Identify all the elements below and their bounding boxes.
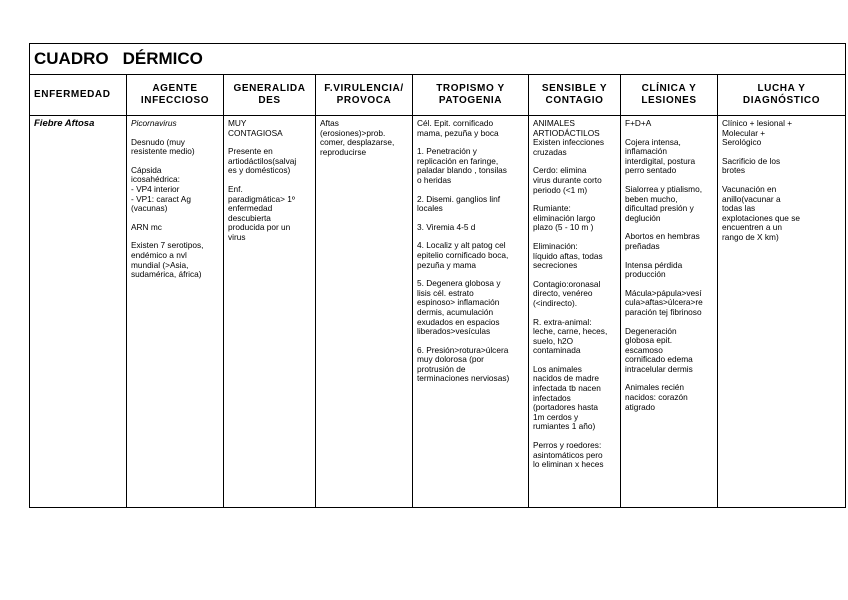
header-lucha: LUCHA Y DIAGNÓSTICO: [718, 75, 846, 116]
sensible-paragraph: Eliminación: líquido aftas, todas secreciones: [533, 240, 603, 271]
sensible-paragraph: Perros y roedores: asintomáticos pero lo eliminan x heces: [533, 440, 604, 470]
tropismo-paragraph: 4. Localiz y alt patog cel epitelio cornificado boca, pezuña y mama: [417, 240, 509, 270]
header-virulencia: F.VIRULENCIA/ PROVOCA: [316, 75, 413, 116]
clinica-paragraph: Intensa pérdida producción: [625, 259, 683, 280]
header-row: [30, 75, 846, 116]
tropismo-paragraph: 5. Degenera globosa y lisis cél. estrato espinoso> inflamación dermis, acumulación exudados en espacios liberados>vesículas: [417, 278, 501, 337]
cell-virulencia: [316, 116, 413, 508]
disease-name: Fiebre Aftosa: [34, 118, 95, 129]
header-enfermedad: ENFERMEDAD: [30, 75, 127, 116]
lucha-paragraph: Sacrificio de los brotes: [722, 155, 781, 176]
sensible-paragraph: Contagio:oronasal directo, venéreo (<indirecto).: [533, 278, 601, 308]
tropismo-paragraph: 2. Disemi. ganglios linf locales: [417, 193, 501, 214]
cell-lucha: [718, 116, 846, 508]
table-row: [30, 116, 846, 508]
sensible-paragraph: Rumiante: eliminación largo plazo (5 - 10 m ): [533, 203, 596, 233]
agente-paragraph: ARN mc: [131, 221, 162, 232]
generalidades-paragraph: Presente en artiodáctilos(salvaj es y domésticos): [228, 146, 297, 176]
agente-paragraph: Existen 7 serotipos, endémico a nvl mundial (>Asia, sudamérica, áfrica): [131, 240, 204, 280]
clinica-paragraph: Mácula>pápula>vesí cula>aftas>úlcera>re paración tej fibrinoso: [625, 287, 703, 317]
cell-enfermedad: [30, 116, 127, 508]
agente-paragraph: Desnudo (muy resistente medio): [131, 136, 195, 157]
sensible-paragraph: Los animales nacidos de madre infectada tb nacen infectados (portadores hasta 1m cerdos y rumiantes 1 año): [533, 363, 601, 432]
clinica-paragraph: Abortos en hembras preñadas: [625, 231, 700, 251]
clinica-paragraph: Sialorrea y ptialismo, beben mucho, dificultad presión y deglución: [625, 183, 703, 223]
clinica-paragraph: Degeneración globosa epit. escamoso cornificado edema intracelular dermis: [625, 325, 693, 374]
title-word-2: DÉRMICO: [122, 49, 203, 68]
agente-paragraph: Picornavirus: [131, 118, 177, 128]
clinica-paragraph: F+D+A: [625, 118, 652, 128]
header-tropismo: TROPISMO Y PATOGENIA: [413, 75, 529, 116]
header-sensible: SENSIBLE Y CONTAGIO: [529, 75, 621, 116]
sensible-paragraph: Cerdo: elimina virus durante corto periodo (<1 m): [533, 165, 602, 195]
generalidades-paragraph: Enf. paradigmática> 1º enfermedad descubierta producida por un virus: [228, 183, 295, 242]
title-word-1: CUADRO: [34, 49, 109, 68]
generalidades-paragraph: MUY CONTAGIOSA: [228, 118, 283, 138]
virulencia-paragraph: Aftas (erosiones)>prob. comer, desplazarse, reproducirse: [320, 118, 395, 157]
lucha-paragraph: Clínico + lesional + Molecular + Serológico: [722, 118, 793, 148]
header-agente: AGENTE INFECCIOSO: [127, 75, 224, 116]
sensible-paragraph: R. extra-animal: leche, carne, heces, suelo, h2O contaminada: [533, 316, 608, 356]
clinica-paragraph: Animales recién nacidos: corazón atigrado: [625, 382, 688, 412]
dermal-table: [29, 43, 846, 508]
cell-sensible: [529, 116, 621, 508]
cell-generalidades: [224, 116, 316, 508]
tropismo-paragraph: 1. Penetración y replicación en faringe, paladar blando , tonsilas o heridas: [417, 146, 507, 185]
table-title: [30, 44, 846, 75]
cell-clinica: [621, 116, 718, 508]
header-clinica: CLÍNICA Y LESIONES: [621, 75, 718, 116]
lucha-paragraph: Vacunación en anillo(vacunar a todas las explotaciones que se encuentren a un rango de X km): [722, 183, 800, 242]
cell-agente: [127, 116, 224, 508]
tropismo-paragraph: 6. Presión>rotura>úlcera muy dolorosa (por protrusión de terminaciones nerviosas): [417, 344, 510, 384]
header-generalidades: GENERALIDA DES: [224, 75, 316, 116]
cell-tropismo: [413, 116, 529, 508]
tropismo-paragraph: 3. Viremia 4-5 d: [417, 221, 476, 232]
sensible-paragraph: ANIMALES ARTIODÁCTILOS Existen infecciones cruzadas: [533, 118, 605, 157]
tropismo-paragraph: Cél. Epit. cornificado mama, pezuña y boca: [417, 118, 499, 138]
clinica-paragraph: Cojera intensa, inflamación interdigital, postura perro sentado: [625, 136, 696, 176]
agente-paragraph: Cápsida icosahédrica: - VP4 interior - VP1: caract Ag (vacunas): [131, 164, 191, 214]
